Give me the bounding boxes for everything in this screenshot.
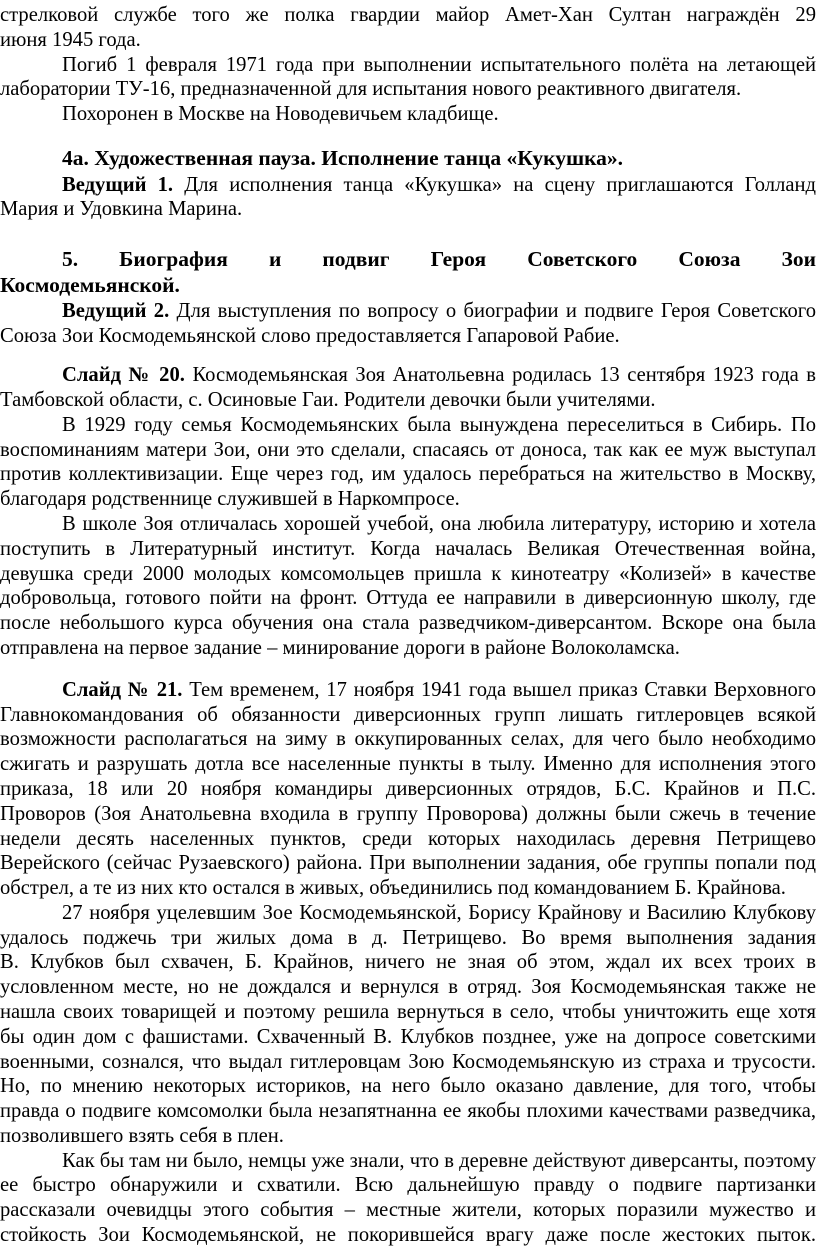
text-line: Но, по мнению некоторых историков, на него было оказано давление, для того, чтобы [0, 1075, 816, 1098]
text-line: девушка среди 2000 молодых комсомольцев пришла к кинотеатру «Колизей» в качестве [0, 562, 816, 585]
text-line [62, 172, 816, 198]
text-line: Как бы там ни было, немцы уже знали, что в деревне действуют диверсанты, поэтому [62, 1149, 816, 1172]
text-line: после небольшого курса обучения она стала разведчиком-диверсантом. Вскоре она была [0, 612, 816, 634]
text-line: Проворов (Зоя Анатольевна входила в группу Проворова) должны были сжечь в течение [0, 802, 816, 825]
slide-label: Слайд № 21. [62, 678, 183, 701]
slide-text: Космодемьянская Зоя Анатольевна родилась 13 сентября 1923 года в [184, 364, 816, 387]
text-line: Похоронен в Москве на Новодевичьем кладбище. [62, 103, 499, 125]
text-line: Верейского (сейчас Рузаевского) района. При выполнении задания, обе группы попали под [0, 852, 816, 875]
text-line: правда о подвиге комсомолки была незапятнанна ее якобы плохими качествами разведчика, [0, 1100, 816, 1123]
text-line: приказа, 18 или 20 ноября командиры диверсионных отрядов, Б.С. Крайнов и П.С. [0, 777, 816, 800]
slide-text: Тем временем, 17 ноября 1941 года вышел приказ Ставки Верховного [182, 678, 816, 701]
text-line: В школе Зоя отличалась хорошей учебой, она любила литературу, историю и хотела [62, 512, 816, 535]
text-line: Мария и Удовкина Марина. [0, 198, 243, 221]
section-heading: 5. Биография и подвиг Героя Советского Союза Зои [62, 246, 816, 271]
slide-label: Слайд № 20. [62, 364, 185, 387]
text-line: В 1929 году семья Космодемьянских была вынуждена переселиться в Сибирь. По [62, 413, 816, 436]
section-heading-continued: Космодемьянской. [0, 272, 180, 297]
text-line: против коллективизации. Еще через год, им удалось перебраться на жительство в Москву, [0, 463, 816, 486]
text-line: В. Клубков был схвачен, Б. Крайнов, ничего не зная об этом, ждал их всех троих в [0, 951, 816, 974]
text-line: позволившего взять себя в плен. [0, 1124, 284, 1147]
speaker-text: Для исполнения танца «Кукушка» на сцену приглашаются Голланд [173, 173, 816, 196]
text-line: 27 ноября уцелевшим Зое Космодемьянской, Борису Крайнову и Василию Клубкову [62, 901, 816, 924]
text-line: поступить в Литературный институт. Когда началась Великая Отечественная война, [0, 537, 816, 560]
text-line: военными, сознался, что выдал гитлеровцам Зою Космодемьянскую из страха и трусости. [0, 1050, 816, 1073]
section-heading: 4а. Художественная пауза. Исполнение танца «Кукушка». [62, 145, 624, 170]
text-line: благодаря родственнице служившей в Наркомпросе. [0, 488, 460, 511]
text-line: отправлена на первое задание – минирование дороги в районе Волоколамска. [0, 636, 680, 659]
text-line: Союза Зои Космодемьянской слово предоставляется Гапаровой Рабие. [0, 325, 620, 348]
text-line: условленном месте, но не дождался и вернулся в отряд. Зоя Космодемьянская также не [0, 976, 816, 999]
text-line: июня 1945 года. [0, 28, 141, 51]
speaker-label: Ведущий 2. [62, 300, 170, 323]
text-line: ее быстро обнаружили и схватили. Всю дальнейшую правду о подвиге партизанки [0, 1174, 816, 1197]
text-line: добровольца, готового пойти на фронт. Оттуда ее направили в диверсионную школу, где [0, 587, 816, 610]
text-line [62, 677, 816, 703]
text-line: нашла своих товарищей и поэтому решила вернуться в село, чтобы уничтожить еще хотя [0, 1001, 816, 1023]
text-line: Тамбовской области, с. Осиновые Гаи. Родители девочки были учителями. [0, 389, 656, 411]
text-line: стрелковой службе того же полка гвардии майор Амет-Хан Султан награждён 29 [0, 3, 816, 26]
text-line: обстрел, а те из них кто остался в живых, объединились под командованием Б. Крайнова. [0, 877, 786, 899]
text-line: возможности располагаться на зиму в оккупированных селах, для чего было необходимо [0, 728, 816, 751]
text-line: бы один дом с фашистами. Схваченный В. Клубков позднее, уже на допросе советскими [0, 1025, 816, 1048]
text-line [62, 362, 816, 388]
text-line: недели десять населенных пунктов, среди которых находилась деревня Петрищево [0, 827, 816, 850]
text-line: стойкость Зои Космодемьянской, не покорившейся врагу даже после жестоких пыток. [0, 1224, 816, 1246]
text-line: рассказали очевидцы этого события – местные жители, которых поразили мужество и [0, 1199, 816, 1222]
speaker-text: Для выступления по вопросу о биографии и подвиге Героя Советского [169, 300, 816, 323]
text-line: воспоминаниям матери Зои, они это сделали, спасаясь от доноса, так как ее муж выступал [0, 438, 816, 461]
text-line: удалось поджечь три жилых дома в д. Петрищево. Во время выполнения задания [0, 926, 816, 949]
text-line: лаборатории ТУ-16, предназначенной для испытания нового реактивного двигателя. [0, 78, 742, 101]
text-line: сжигать и разрушать дотла все населенные пункты в тылу. Именно для исполнения этого [0, 753, 816, 776]
text-line: Погиб 1 февраля 1971 года при выполнении испытательного полёта на летающей [62, 53, 816, 76]
text-line: Главнокомандования об обязанности диверсионных групп лишать гитлеровцев всякой [0, 703, 816, 726]
speaker-label: Ведущий 1. [62, 173, 174, 196]
text-line [62, 298, 816, 324]
